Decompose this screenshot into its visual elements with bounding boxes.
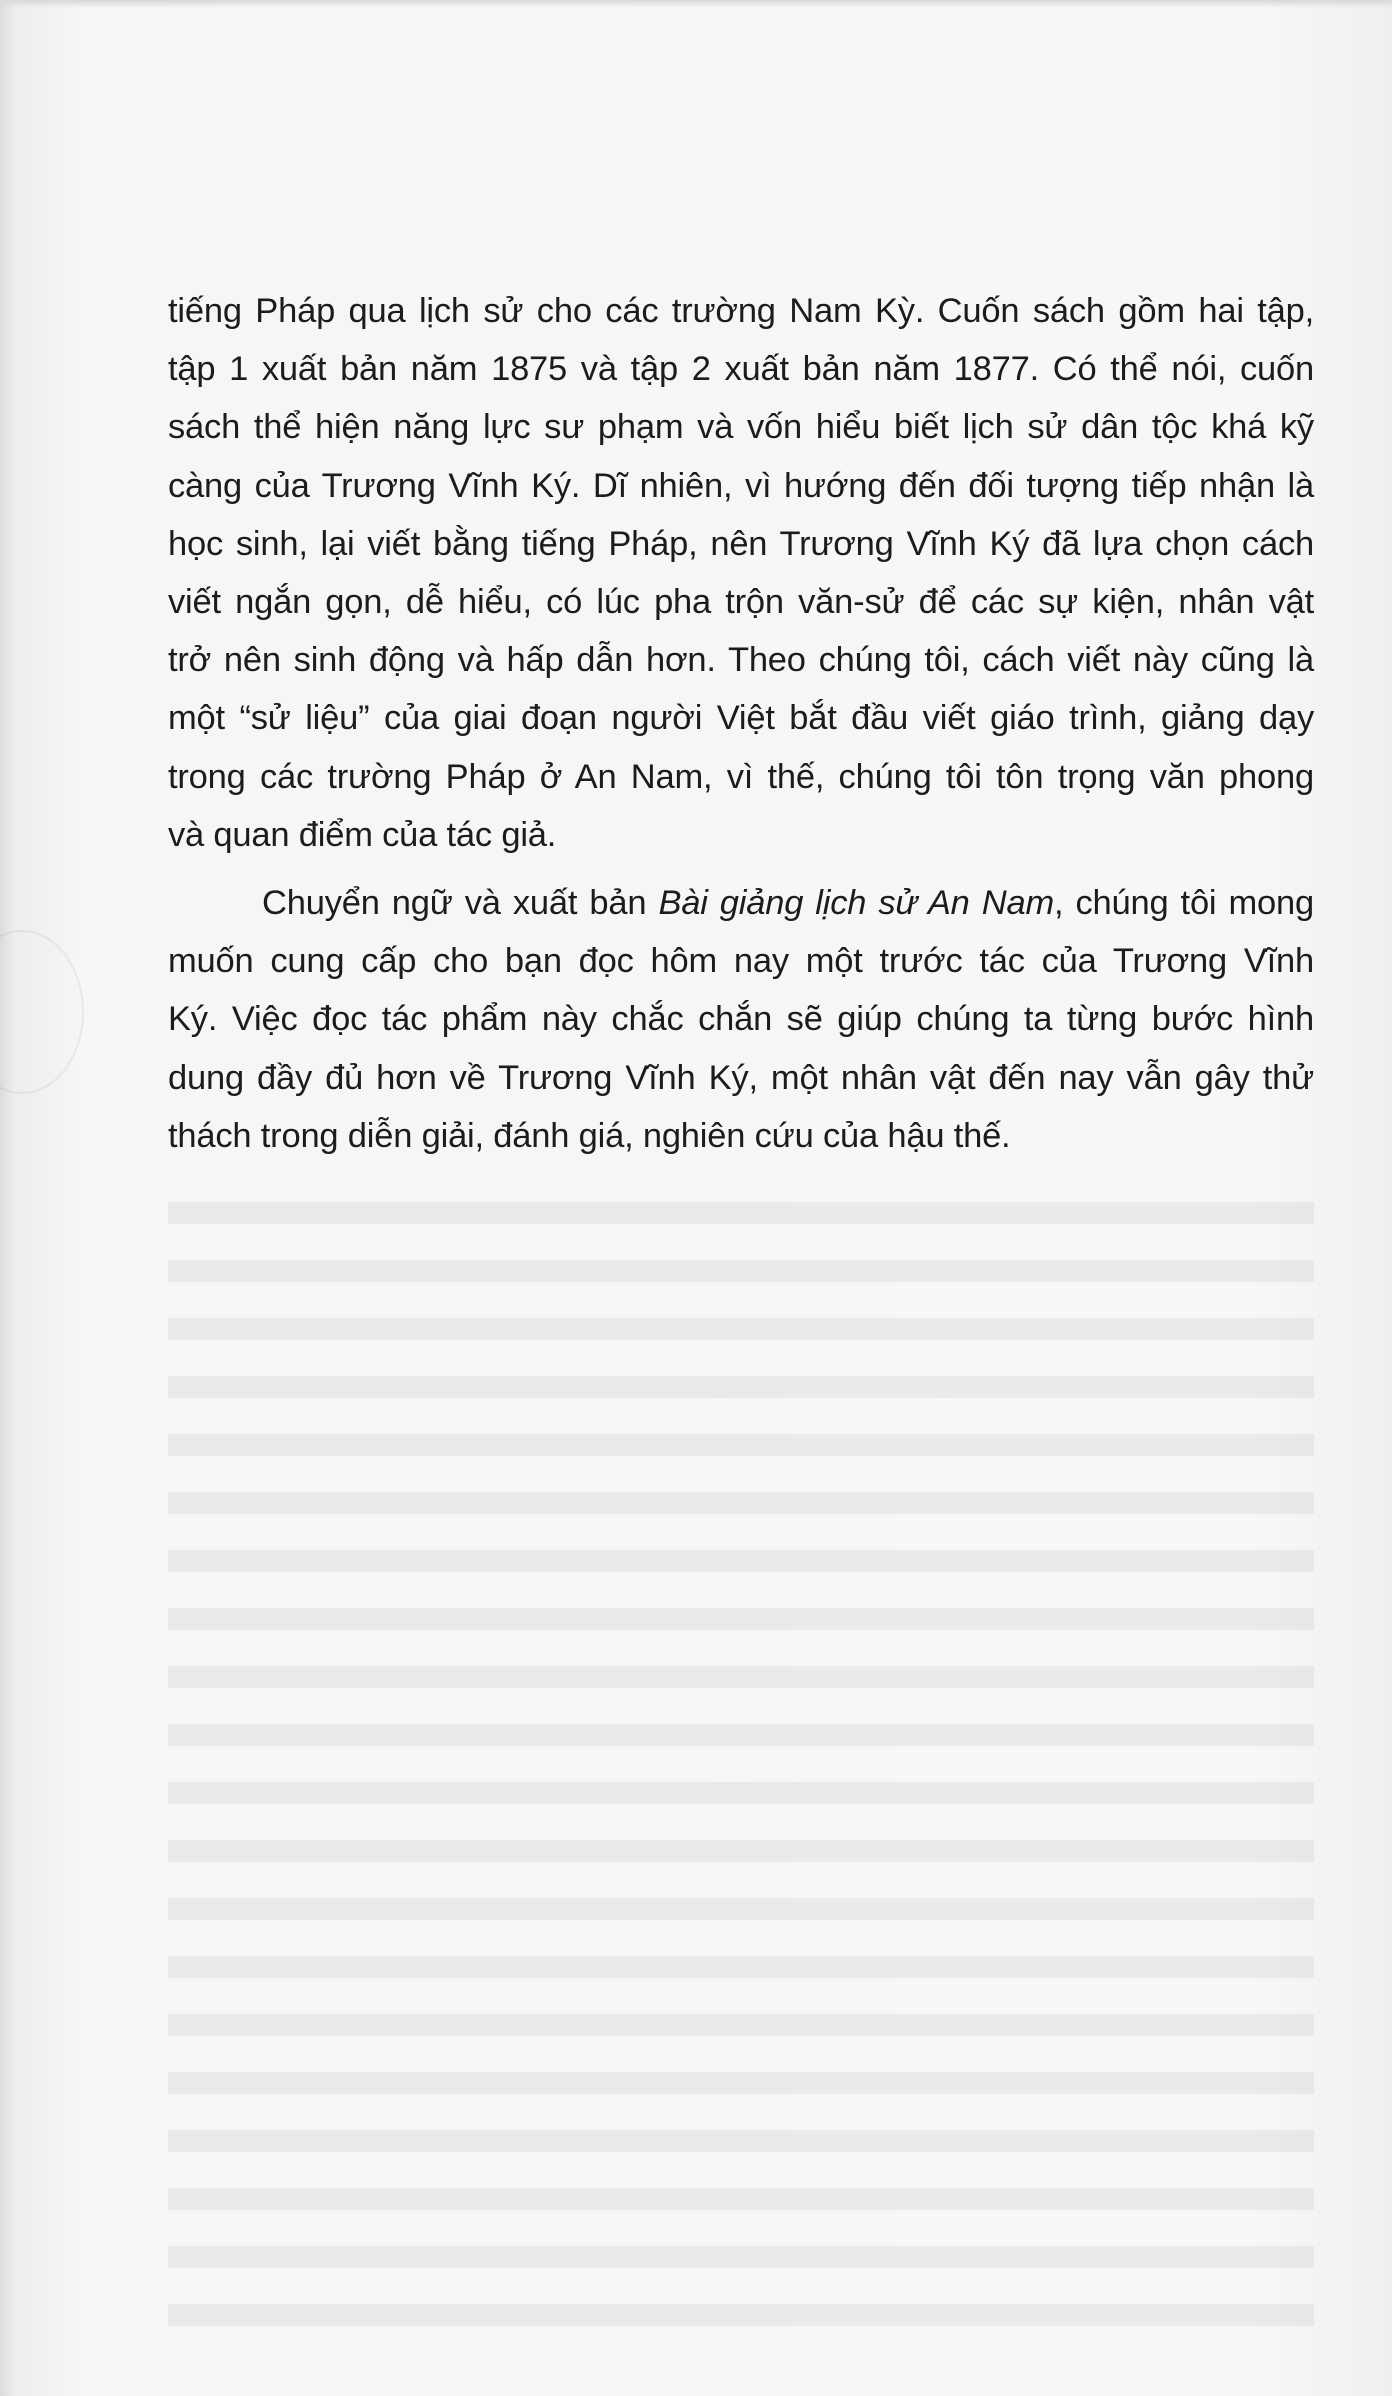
text-line-first (168, 874, 1314, 932)
text-run: Chuyển ngữ và xuất bản (262, 884, 659, 923)
text-line: trong các trường Pháp ở An Nam, vì thế, chúng tôi tôn trọng văn phong (168, 757, 1314, 796)
paragraph-1 (168, 282, 1314, 864)
text-line: tiếng Pháp qua lịch sử cho các trường Nam Kỳ. Cuốn sách gồm hai tập, (168, 292, 1314, 330)
text-line: thách trong diễn giải, đánh giá, nghiên cứu của hậu thế. (168, 1116, 1011, 1155)
faint-stamp-shadow (0, 930, 84, 1094)
paragraph-2 (168, 874, 1314, 1165)
body-text (168, 282, 1314, 1165)
bleed-through-text (168, 1180, 1314, 2360)
text-line: viết ngắn gọn, dễ hiểu, có lúc pha trộn văn-sử để các sự kiện, nhân vật (168, 583, 1314, 622)
text-line: muốn cung cấp cho bạn đọc hôm nay một trước tác của Trương Vĩnh (168, 942, 1314, 981)
text-run: , chúng tôi mong (1054, 884, 1314, 923)
page-binding-edge (0, 0, 14, 2396)
book-title: Bài giảng lịch sử An Nam (658, 884, 1054, 923)
text-line: một “sử liệu” của giai đoạn người Việt bắt đầu viết giáo trình, giảng dạy (168, 699, 1314, 738)
text-line: dung đầy đủ hơn về Trương Vĩnh Ký, một nhân vật đến nay vẫn gây thử (168, 1058, 1314, 1097)
text-line: Ký. Việc đọc tác phẩm này chắc chắn sẽ giúp chúng ta từng bước hình (168, 1000, 1314, 1039)
page-top-edge (0, 0, 1392, 8)
text-line: sách thể hiện năng lực sư phạm và vốn hiểu biết lịch sử dân tộc khá kỹ (168, 408, 1314, 447)
text-line: và quan điểm của tác giả. (168, 815, 557, 854)
text-line: học sinh, lại viết bằng tiếng Pháp, nên Trương Vĩnh Ký đã lựa chọn cách (168, 524, 1314, 563)
text-line: tập 1 xuất bản năm 1875 và tập 2 xuất bản năm 1877. Có thể nói, cuốn (168, 350, 1314, 389)
text-line: trở nên sinh động và hấp dẫn hơn. Theo chúng tôi, cách viết này cũng là (168, 641, 1314, 680)
text-line: càng của Trương Vĩnh Ký. Dĩ nhiên, vì hướng đến đối tượng tiếp nhận là (168, 466, 1314, 505)
